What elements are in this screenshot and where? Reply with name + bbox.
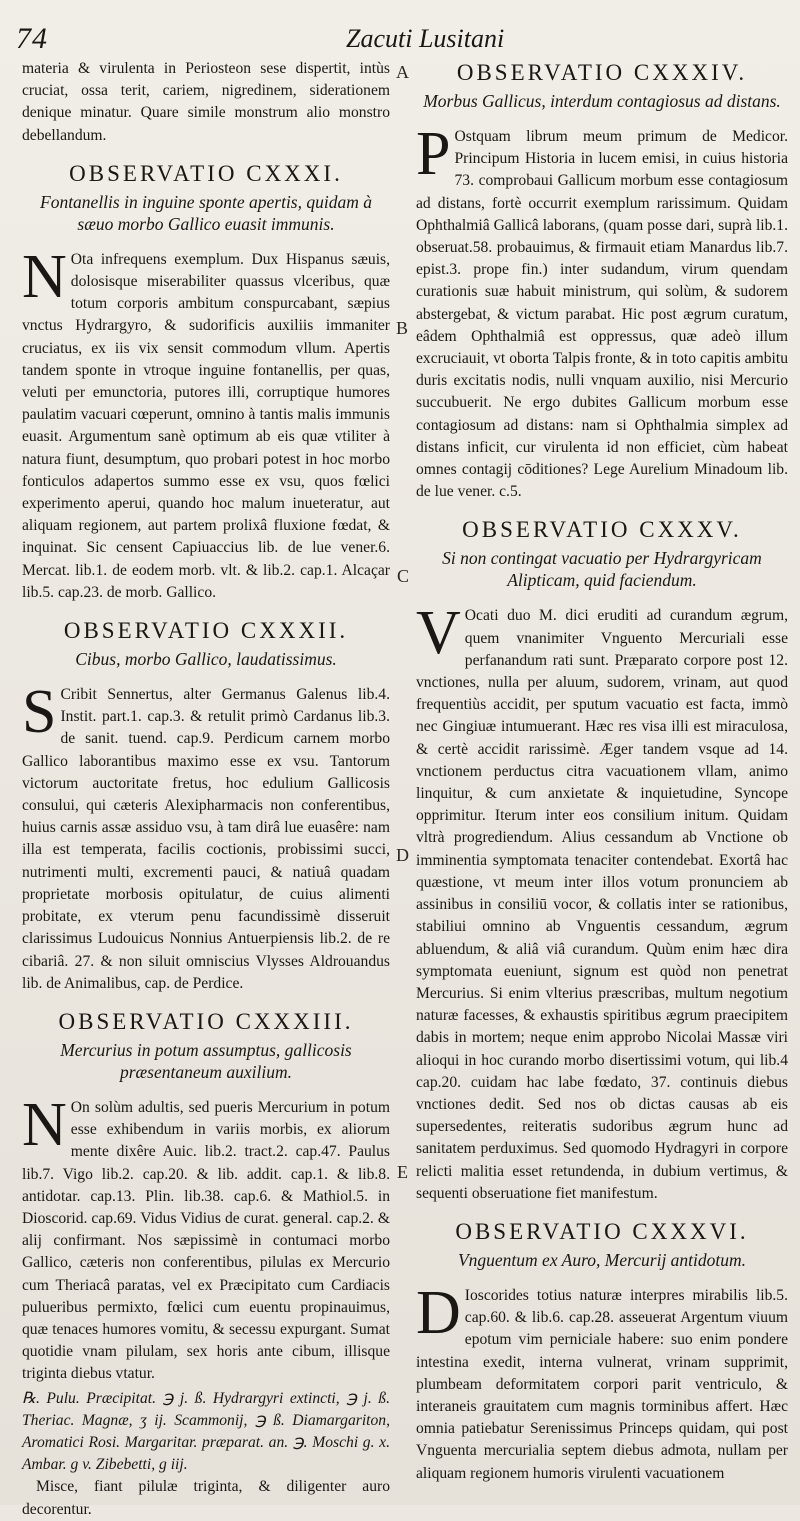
obs-132-body xyxy=(22,678,390,995)
obs-134-body xyxy=(416,120,788,503)
margin-letter-b: B xyxy=(396,318,409,338)
left-column xyxy=(22,58,390,1518)
right-column xyxy=(416,58,788,1499)
drop-cap: D xyxy=(416,1278,461,1347)
running-title: Zacuti Lusitani xyxy=(346,24,505,53)
obs-136-subtitle: Vnguentum ex Auro, Mercurij antidotum. xyxy=(457,1249,747,1270)
obs-132-text: Cribit Sennertus, alter Germanus Galenus lib.4. Instit. part.1. cap.3. & retulit primò Cardanus lib.3. de sanit. tuend. cap.9. Perdicum carnem morbo Gallico laborantibus maximo esse ex vsu. Tantorum victorum auctoritate fretus, hoc edulium Gallicosis consului, qui cæteris Alexipharmacis non conferentibus, huius carnis assæ assiduo vsu, à tam dirâ lue euasêre: nam illa est temperata, facilis coctionis, probissimi succi, nutrimenti multi, excrementi pauci, & natiuâ quadam proprietate morbosis opitulatur, de cuius alimenti probitate, ex vterum penu facundissimè disseruit clarissimus Ludouicus Nonnius Antuerpiensis lib.2. de re cibariâ. 27. & non siluit omniscius Vlysses Aldrouandus lib. de Animalibus, cap. de Perdice. xyxy=(22,686,390,992)
continuation-text: materia & virulenta in Periosteon sese dispertit, intùs cruciat, ossa terit, cariem, nigredinem, siderationem denique minatur. Quare simile monstrum alio monstro debellandum. xyxy=(22,60,390,144)
drop-cap: N xyxy=(22,242,67,311)
drop-cap: N xyxy=(22,1090,67,1159)
drop-cap: S xyxy=(22,678,57,747)
obs-131-subtitle: Fontanellis in inguine sponte apertis, quidam à sæuo morbo Gallico euasit immunis. xyxy=(40,191,372,234)
obs-134-title: OBSERVATIO CXXXIV. xyxy=(456,60,748,85)
drop-cap: V xyxy=(416,599,461,668)
obs-135-text: Ocati duo M. dici eruditi ad curandum ægrum, quem vnanimiter Vnguento Mercuriali esse perfanandum rati sunt. Præparato corpore post 12. vnctiones, nulla per aluum, sudorem, vrinam, aut quod frequentiùs accidit, per sputum vacuatio est facta, immò nec Gingiuæ intumuerant. Hæc res visa illi est miraculosa, & certè accidit rarissimè. Æger tandem vsque ad 14. vnctionem perductus citra vacuationem vllam, animo linquitur, & cum anxietate & inquietudine, Syncope opprimitur. Iterum inter eos consilium initum. Quidam vltrà progrediendum. Alius cessandum ab Vnctione ob imminentia symptomata tenaciter contendebat. Exortâ hac quæstione, vt meum inter illos votum pronunciem ab assinibus in consiliū vocor, & collatis inter se rationibus, stabiliui omnino ab Vnguentis cessandum, ægrum abluendum, & aliâ viâ curandum. Quùm enim hæc dira symptomata eueniunt, signum est quòd non penetrat Mercurius. Si enim vlterius præscribas, multum negotium naturæ facesses, & exhaustis spiritibus ægrum praecipitem dabis in mortem; neque enim approbo Nicolai Massæ viri alioqui in hoc curando morbo disertissimi votum, qui lib.4 cap.20. cuidam hac labe fœdato, 37. continuis diebus vnctiones dedit. Sed nos ob dictas causas ab eis supersedentes, reiteratis sudoribus ægrum hunc ad sanitatem perduximus. Sed quomodo Hydragyri in corpore relicti malitia esset retundenda, in dubium vertimus, & sequenti obseruatione fiet manifestum. xyxy=(416,607,788,1202)
obs-131-body xyxy=(22,242,390,604)
obs-135-subtitle: Si non contingat vacuatio per Hydrargyricam Alipticam, quid faciendum. xyxy=(442,548,762,591)
obs-136-body xyxy=(416,1278,788,1485)
running-head xyxy=(14,14,786,54)
obs-134-subtitle: Morbus Gallicus, interdum contagiosus ad distans. xyxy=(423,91,781,111)
obs-136-text: Ioscorides totius naturæ interpres mirabilis lib.5. cap.60. & lib.6. cap.28. asseuerat Argentum viuum epotum vim perniciale habere: suo enim pondere intestina exedit, interna vulnerat, vrinam supprimit, plumbeam deformitatem corpori parit ventriculo, & interaneis grauitatem cum magnis torminibus affert. Hæc omnia patiebatur Serenissimus Princeps quidam, qui post Vnguenta mercurialia septem diebus admota, nullam per aliquam regionem humoris virulenti vacuationem xyxy=(416,1286,788,1482)
obs-131-text: Ota infrequens exemplum. Dux Hispanus sæuis, dolosisque miserabiliter quassus vlceribus, quæ totum corporis ambitum conspurcabant, sæpius vnctus Hydrargyro, & sudorificis auxiliis immaniter cruciatus, ex iis vix sensit commodum vllum. Apertis tandem sponte in vtroque inguine fontanellis, per quas, veluti per emunctoria, putores illi, corruptique humores paulatim vacuari cœperunt, omnino à tantis malis immunis euasit. Argumentum sanè optimum ab eis quæ vtiliter à natura fiunt, desumptum, quo probari potest in hoc morbo fonticulos adapertos summo esse ex vsu, quos fœlici experimento aperui, quando hoc malum inueteratur, aut aliquam regionem, aut partem prolixâ fluxione fœdat, & inquinat. Sic censent Capiuaccius lib. de lue vener.6. Mercat. lib.1. de eodem morb. vlt. & lib.2. cap.1. Alcaçar lib.5. cap.23. de morb. Gallico. xyxy=(22,250,390,601)
page-number: 74 xyxy=(16,22,48,55)
obs-133-recipe: ℞. Pulu. Præcipitat. ℈ j. ß. Hydrargyri extincti, ℈ j. ß. Theriac. Magnæ, ʒ ij. Scammonij, ℈ ß. Diamargariton, Aromatici Rosi. Margaritar. præparat. an. ℈. Moschi g. x. Ambar. g v. Zibebetti, g iij. xyxy=(22,1389,390,1474)
obs-135-title: OBSERVATIO CXXXV. xyxy=(462,517,742,543)
obs-133-closing: Misce, fiant pilulæ triginta, & diligenter auro decorentur. xyxy=(22,1478,390,1518)
obs-136-title: OBSERVATIO CXXXVI. xyxy=(455,1218,749,1244)
obs-131-title: OBSERVATIO CXXXI. xyxy=(69,160,343,186)
obs-135-body xyxy=(416,599,788,1204)
obs-133-body xyxy=(22,1090,390,1386)
margin-letter-e: E xyxy=(397,1162,408,1182)
obs-134-text: Ostquam librum meum primum de Medicor. Principum Historia in lucem emisi, in cuius historia 73. comprobaui Gallicum morbum esse contagiosum ad distans, fortè occurrit exemplum rarissimum. Quidam Ophthalmiâ Gallicâ laborans, (quam posse dari, suprà lib.1. obseruat.58. probauimus, & firmauit etiam Manardus lib.7. epist.3. prope fin.) inter sudandum, virum quendam curationis suæ habuit ministrum, qui solùm, & sudorem abstergebat, & victum parabat. Hic post ægrum curatum, eâdem Ophthalmiâ est oppressus, quæ adeò illum excruciauit, vt oborta Talpis fronte, & in toto capitis ambitu duris excitatis nodis, nulli vnquam auxilio, nisi Mercurio succubuerit. Ne ergo dubites Gallicum morbum esse contagiosum ad distans: nam si Ophthalmia simplex ad distans inficit, cur virulenta id non efficiet, cùm habeat omnes contagij cōditiones? Lege Aurelium Minadoum lib. de lue vener. c.5. xyxy=(416,128,788,501)
obs-132-title: OBSERVATIO CXXXII. xyxy=(63,618,349,644)
obs-133-subtitle: Mercurius in potum assumptus, gallicosis præsentaneum auxilium. xyxy=(60,1039,352,1082)
margin-letter-d: D xyxy=(396,845,409,865)
margin-letter-a: A xyxy=(396,62,409,82)
obs-133-title: OBSERVATIO CXXXIII. xyxy=(58,1008,354,1034)
obs-133-text: On solùm adultis, sed pueris Mercurium in potum esse exhibendum in variis morbis, ex aliorum mente dixêre Auic. lib.2. tract.2. cap.47. Paulus lib.7. Vigo lib.2. cap.20. & lib. addit. cap.1. & lib.8. antidotar. cap.13. Plin. lib.38. cap.6. & Mathiol.5. in Dioscorid. cap.69. Vidus Vidius de curat. general. cap.2. & alij confirmant. Nos sæpissimè in contumaci morbo Gallico, cæteris non conferentibus, pilulas ex Mercurio cum Theriacâ paratas, vel ex Præcipitato cum Cardiacis pulueribus permixto, fœlici cum euentu propinauimus, quæ tenaces humores vomitu, & secessu expurgant. Sumat quotidie vnam pilulam, sex horis ante cibum, illisque triginta diebus vtatur. xyxy=(22,1098,390,1383)
drop-cap: P xyxy=(416,120,451,188)
margin-letter-c: C xyxy=(397,566,410,586)
obs-132-subtitle: Cibus, morbo Gallico, laudatissimus. xyxy=(75,649,337,670)
